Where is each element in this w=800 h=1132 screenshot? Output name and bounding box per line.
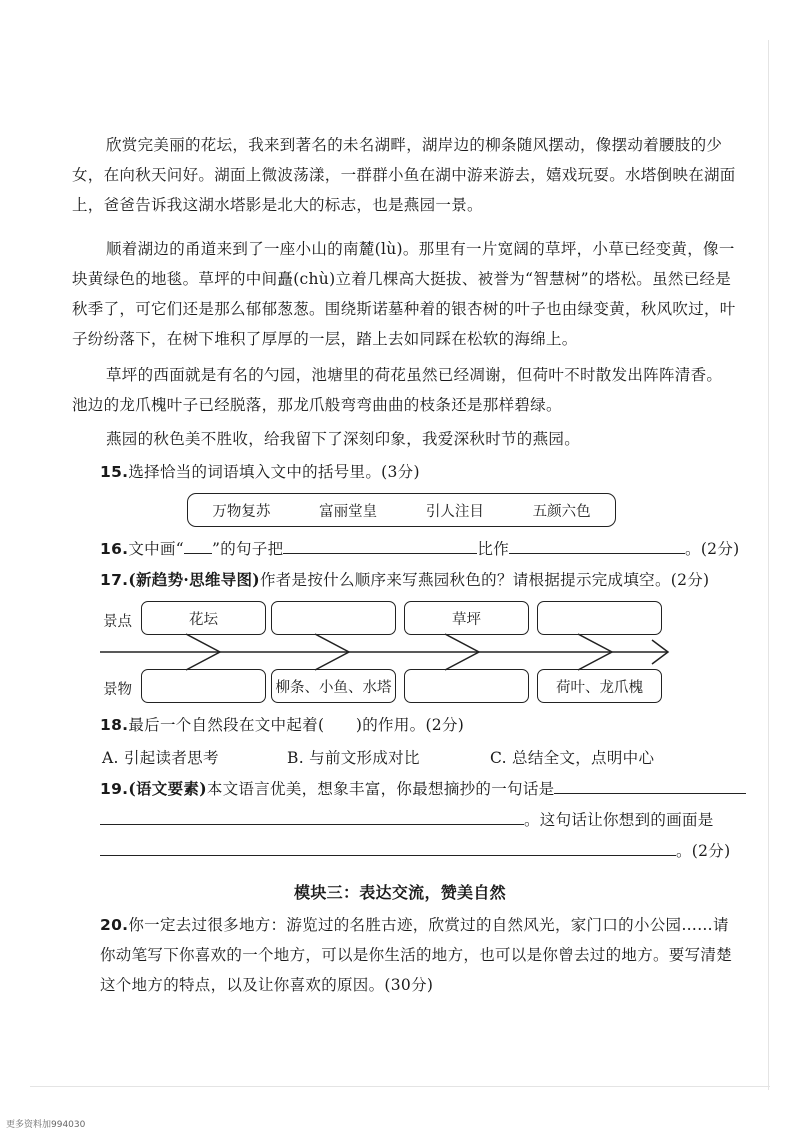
section-title: 模块三：表达交流，赞美自然 — [294, 883, 506, 902]
question-number: 20. — [100, 916, 129, 934]
question-number: 15. — [100, 463, 129, 481]
mindmap-scenery-box: 柳条、小鱼、水塔 — [271, 669, 396, 703]
mindmap-spot-box: 草坪 — [404, 601, 529, 635]
word-option: 富丽堂皇 — [319, 503, 378, 520]
question-text: ”的句子把 — [211, 540, 284, 558]
question-19 — [100, 777, 746, 799]
mindmap-scenery-box[interactable] — [404, 669, 529, 703]
word-option: 引人注目 — [425, 503, 484, 520]
question-number: 17. — [100, 571, 129, 589]
question-18 — [100, 713, 464, 735]
answer-blank[interactable] — [100, 839, 676, 856]
answer-blank[interactable] — [100, 808, 524, 825]
choice-b[interactable]: B. 与前文形成对比 — [287, 749, 420, 767]
passage-paragraph-1: 欣赏完美丽的花坛，我来到著名的未名湖畔，湖岸边的柳条随风摆动，像摆动着腰肢的少女，在向秋天问好。湖面上微波荡漾，一群群小鱼在湖中游来游去，嬉戏玩耍。水塔倒映在湖面上，爸爸告诉我这湖水塔影是北大的标志，也是燕园一景。 — [72, 136, 736, 214]
mindmap-spot-box[interactable] — [537, 601, 662, 635]
question-number: 16. — [100, 540, 129, 558]
question-19-line-3 — [100, 839, 730, 861]
question-text: 选择恰当的词语填入文中的括号里。(3分) — [128, 463, 420, 481]
passage-paragraph-2: 顺着湖边的甬道来到了一座小山的南麓(lù)。那里有一片宽阔的草坪，小草已经变黄，像一块黄绿色的地毯。草坪的中间矗(chù)立着几棵高大挺拔、被誉为“智慧树”的塔松。虽然已经是秋季了，可它们还是那么郁郁葱葱。围绕斯诺墓种着的银杏树的叶子也由绿变黄，秋风吹过，叶子纷纷落下，在树下堆积了厚厚的一层，踏上去如同踩在松软的海绵上。 — [72, 240, 736, 348]
question-text: 。(2分) — [676, 842, 731, 860]
question-20 — [100, 910, 736, 1000]
question-text: 你一定去过很多地方：游览过的名胜古迹，欣赏过的自然风光，家门口的小公园……请你动笔写下你喜欢的一个地方，可以是你生活的地方，也可以是你曾去过的地方。要写清楚这个地方的特点，以及让你喜欢的原因。(30分) — [100, 916, 733, 994]
question-text: 。这句话让你想到的画面是 — [524, 811, 714, 829]
question-text: 本文语言优美，想象丰富，你最想摘抄的一句话是 — [206, 780, 555, 798]
mindmap-row-label-scenery: 景物 — [103, 682, 132, 698]
question-tag: (新趋势·思维导图) — [128, 570, 260, 589]
word-option: 五颜六色 — [532, 503, 591, 520]
word-option: 万物复苏 — [212, 503, 271, 520]
passage-paragraph-4: 燕园的秋色美不胜收，给我留下了深刻印象，我爱深秋时节的燕园。 — [106, 430, 581, 448]
mindmap-row-label-spots: 景点 — [103, 614, 132, 630]
question-text: 文中画“ — [128, 540, 184, 558]
choice-c[interactable]: C. 总结全文，点明中心 — [490, 749, 655, 767]
footer-note: 更多资料加994030 — [6, 1120, 86, 1130]
question-text: 最后一个自然段在文中起着( )的作用。(2分) — [128, 716, 465, 734]
mindmap-spot-box: 花坛 — [141, 601, 266, 635]
question-text: 作者是按什么顺序来写燕园秋色的？请根据提示完成填空。(2分) — [259, 571, 710, 589]
question-number: 19. — [100, 780, 129, 798]
passage-paragraph-3: 草坪的西面就是有名的勺园，池塘里的荷花虽然已经凋谢，但荷叶不时散发出阵阵清香。池边的龙爪槐叶子已经脱落，那龙爪般弯弯曲曲的枝条还是那样碧绿。 — [72, 366, 723, 414]
question-number: 18. — [100, 716, 129, 734]
choice-a[interactable]: A. 引起读者思考 — [102, 749, 219, 767]
answer-blank[interactable] — [554, 777, 746, 794]
mindmap-spot-box[interactable] — [271, 601, 396, 635]
question-text: 。(2分) — [685, 540, 740, 558]
question-text: 比作 — [477, 540, 510, 558]
question-tag: (语文要素) — [128, 779, 207, 798]
mindmap-scenery-box: 荷叶、龙爪槐 — [537, 669, 662, 703]
question-19-line-2 — [100, 808, 714, 830]
mindmap-scenery-box[interactable] — [141, 669, 266, 703]
